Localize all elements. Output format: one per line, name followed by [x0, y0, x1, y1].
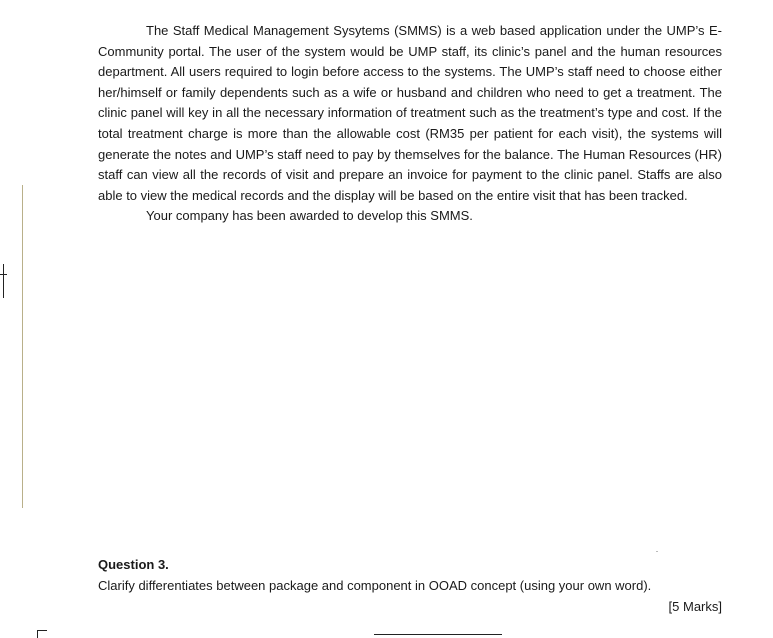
- question-marks: [5 Marks]: [668, 599, 722, 614]
- question-title: Question 3.: [98, 557, 169, 572]
- margin-rule-line: [22, 185, 23, 508]
- stray-dot: [656, 551, 658, 552]
- bottom-left-rule: [37, 630, 47, 631]
- text-cursor-mark: [3, 264, 4, 298]
- case-study-passage: [98, 21, 722, 227]
- bottom-center-rule: [374, 634, 502, 635]
- question-text: Clarify differentiates between package and component in OOAD concept (using your own word).: [98, 578, 652, 593]
- passage-paragraph-2: Your company has been awarded to develop this SMMS.: [146, 208, 473, 224]
- passage-paragraph-1: The Staff Medical Management Sysytems (SMMS) is a web based application under the UMP’s E-Community portal. The user of the system would be UMP staff, its clinic’s panel and the human resources department. All users required to login before access to the systems. The UMP’s staff need to choose either her/himself or family dependents such as a wife or husband and children who need to get a treatment. The clinic panel will key in all the necessary information of treatment such as the treatment’s type and cost. If the total treatment charge is more than the allowable cost (RM35 per patient for each visit), the systems will generate the notes and UMP’s staff need to pay by themselves for the balance. The Human Resources (HR) staff can view all the records of visit and prepare an invoice for payment to the clinic panel. Staffs are also able to view the medical records and the display will be based on the entire visit that has been tracked.: [98, 23, 722, 203]
